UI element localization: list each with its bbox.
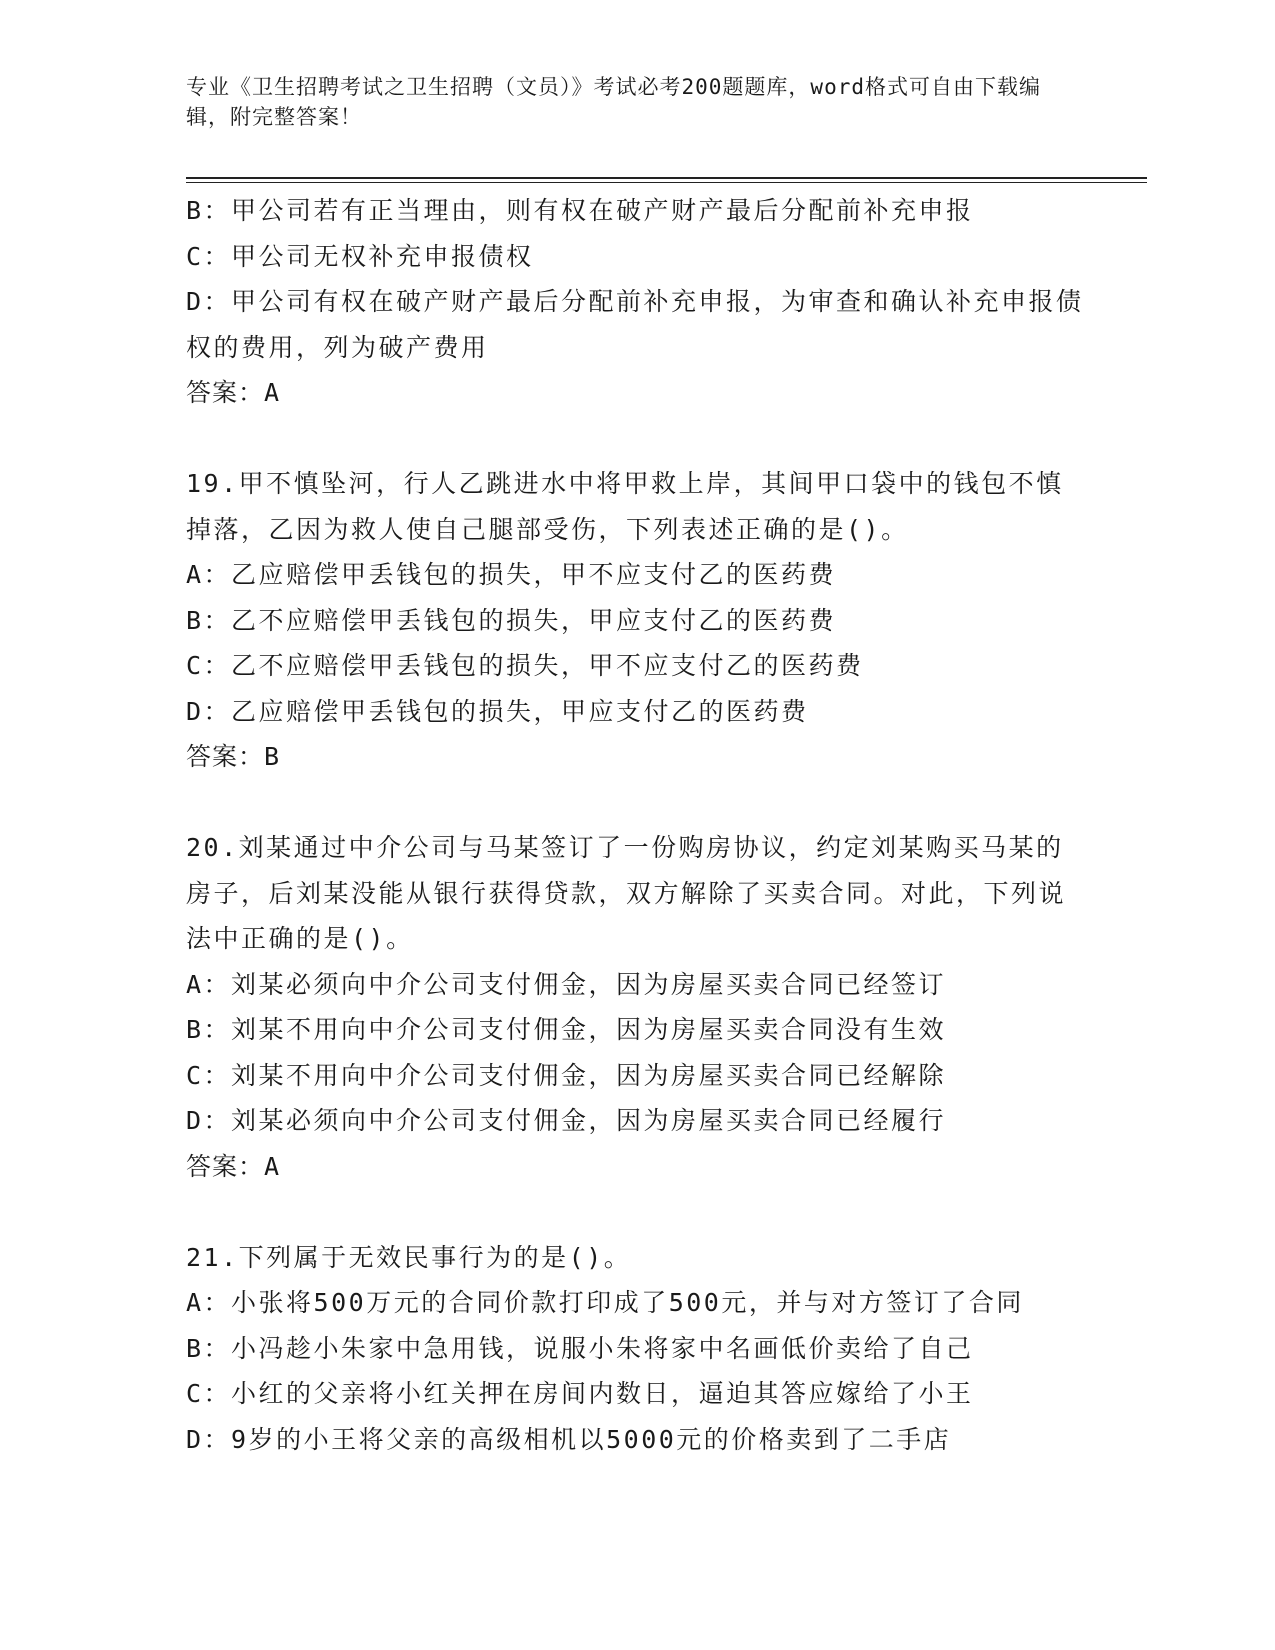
question-content: [186, 188, 1086, 1462]
option-c: C：小红的父亲将小红关押在房间内数日，逼迫其答应嫁给了小王: [186, 1379, 974, 1408]
option-c: C：甲公司无权补充申报债权: [186, 241, 534, 271]
option-a: A：小张将500万元的合同价款打印成了500元，并与对方签订了合同: [186, 1288, 1024, 1317]
header-rule-thick: [186, 177, 1147, 179]
option-d: D：9岁的小王将父亲的高级相机以5000元的价格卖到了二手店: [186, 1424, 952, 1454]
option-b: B：小冯趁小朱家中急用钱，说服小朱将家中名画低价卖给了自己: [186, 1333, 974, 1363]
option-b: B：甲公司若有正当理由，则有权在破产财产最后分配前补充申报: [186, 196, 974, 225]
option-d: D：刘某必须向中介公司支付佣金，因为房屋买卖合同已经履行: [186, 1106, 947, 1135]
spacer: [186, 416, 1086, 462]
option-b: B：乙不应赔偿甲丢钱包的损失，甲应支付乙的医药费: [186, 605, 837, 635]
answer-line: 答案：A: [186, 1151, 281, 1181]
option-d: D：乙应赔偿甲丢钱包的损失，甲应支付乙的医药费: [186, 696, 809, 726]
spacer: [186, 1189, 1086, 1235]
page-header: [186, 72, 1066, 132]
question-stem: 21.下列属于无效民事行为的是()。: [186, 1242, 632, 1272]
question-stem: 20.刘某通过中介公司与马某签订了一份购房协议，约定刘某购买马某的房子，后刘某没能从银行获得贷款，双方解除了买卖合同。对此，下列说法中正确的是()。: [186, 833, 1067, 953]
option-b: B：刘某不用向中介公司支付佣金，因为房屋买卖合同没有生效: [186, 1015, 947, 1044]
question-20: [186, 825, 1086, 1189]
question-prev: [186, 188, 1086, 416]
answer-line: 答案：A: [186, 378, 281, 407]
option-a: A：刘某必须向中介公司支付佣金，因为房屋买卖合同已经签订: [186, 969, 947, 999]
header-rule-thin: [186, 182, 1147, 183]
spacer: [186, 780, 1086, 826]
answer-line: 答案：B: [186, 742, 281, 771]
option-c: C：刘某不用向中介公司支付佣金，因为房屋买卖合同已经解除: [186, 1060, 947, 1090]
option-a: A：乙应赔偿甲丢钱包的损失，甲不应支付乙的医药费: [186, 560, 837, 589]
option-c: C：乙不应赔偿甲丢钱包的损失，甲不应支付乙的医药费: [186, 651, 864, 680]
question-19: [186, 461, 1086, 780]
header-text: 专业《卫生招聘考试之卫生招聘（文员）》考试必考200题题库，word格式可自由下载编辑，附完整答案！: [186, 75, 1041, 129]
option-d: D：甲公司有权在破产财产最后分配前补充申报，为审查和确认补充申报债权的费用，列为破产费用: [186, 287, 1084, 362]
question-21: [186, 1235, 1086, 1463]
question-stem: 19.甲不慎坠河，行人乙跳进水中将甲救上岸，其间甲口袋中的钱包不慎掉落，乙因为救人使自己腿部受伤，下列表述正确的是()。: [186, 469, 1064, 544]
